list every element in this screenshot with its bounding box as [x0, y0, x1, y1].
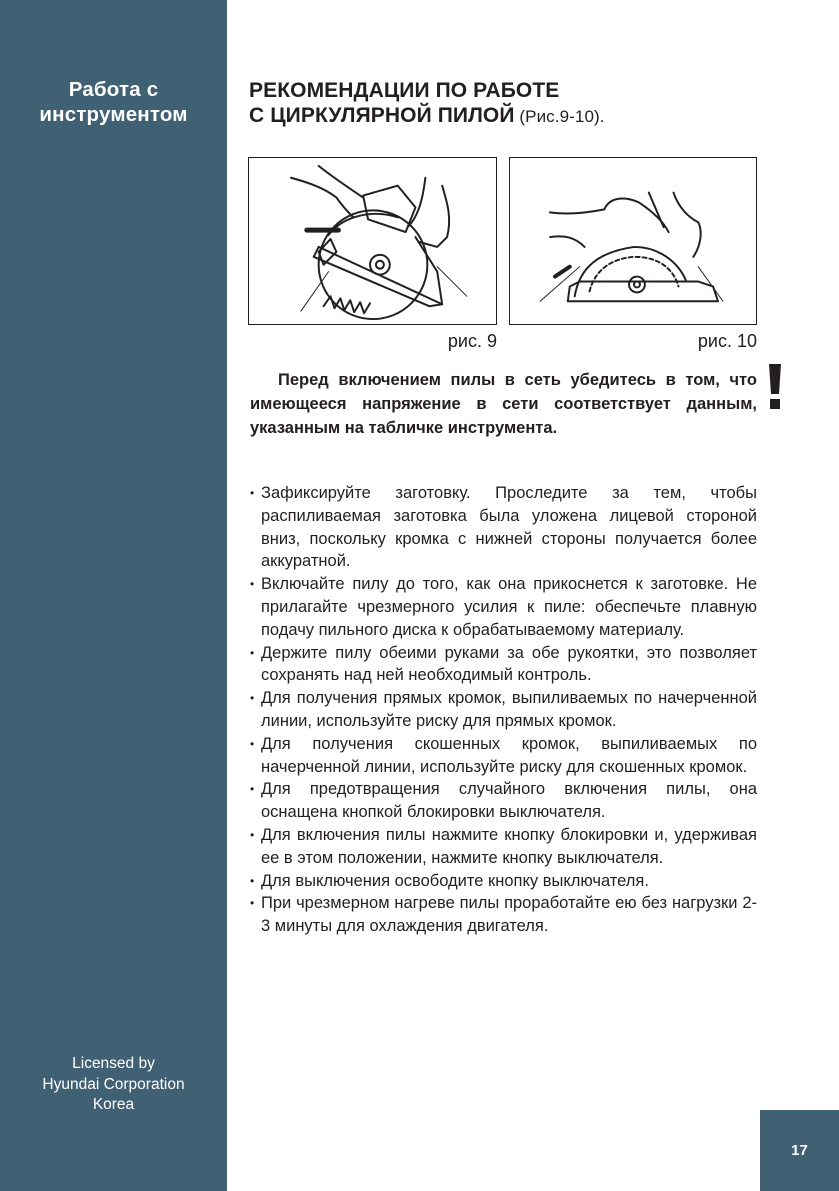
list-item: • Для предотвращения случайного включения пилы, она оснащена кнопкой блокировки выключателя. — [250, 778, 757, 824]
section-title — [0, 77, 227, 127]
list-item: • Для выключения освободите кнопку выключателя. — [250, 870, 757, 893]
license-line1: Licensed by — [72, 1055, 155, 1072]
figure-9 — [248, 157, 497, 325]
sidebar — [0, 0, 227, 1191]
page-number — [760, 1110, 839, 1191]
page-title — [249, 78, 769, 129]
list-item: • Для включения пилы нажмите кнопку блокировки и, удерживая ее в этом положении, нажмите кнопку выключателя. — [250, 824, 757, 870]
figure-9-caption: рис. 9 — [447, 331, 497, 351]
license-line3: Korea — [92, 1096, 135, 1113]
figure-10-caption: рис. 10 — [697, 331, 757, 351]
warning-paragraph — [250, 368, 757, 440]
list-item: • Включайте пилу до того, как она прикоснется к заготовке. Не прилагайте чрезмерного усилия к пиле: обеспечьте плавную подачу пильного диска к обрабатываемому материалу. — [250, 573, 757, 641]
figure-10 — [509, 157, 757, 325]
license-line2: Hyundai Corporation — [42, 1075, 185, 1093]
list-item: • При чрезмерном нагреве пилы проработайте ею без нагрузки 2-3 минуты для охлаждения двигателя. — [250, 892, 757, 938]
page-title-line1: РЕКОМЕНДАЦИИ ПО РАБОТЕ — [249, 79, 560, 102]
list-item: • Для получения прямых кромок, выпиливаемых по начерченной линии, используйте риску для прямых кромок. — [250, 687, 757, 733]
recommendation-list — [250, 482, 757, 938]
page-number-text: 17 — [791, 1142, 808, 1159]
section-title-line1: Работа с — [68, 78, 159, 101]
exclamation-icon — [768, 364, 782, 410]
section-title-line2: инструментом — [39, 103, 188, 126]
page-title-line2: С ЦИРКУЛЯРНОЙ ПИЛОЙ — [249, 104, 515, 127]
list-item: • Держите пилу обеими руками за обе рукоятки, это позволяет сохранять над ней необходимый контроль. — [250, 642, 757, 688]
circular-saw-side-illustration-icon — [510, 158, 756, 324]
license-note — [0, 1054, 227, 1116]
list-item: • Зафиксируйте заготовку. Проследите за тем, чтобы распиливаемая заготовка была уложена лицевой стороной вниз, поскольку кромка с нижней стороны получается более аккуратной. — [250, 482, 757, 573]
figure-reference: (Рис.9-10). — [514, 107, 605, 126]
warning-text: Перед включением пилы в сеть убедитесь в том, что имеющееся напряжение в сети соответствует данным, указанным на табличке инструмента. — [250, 371, 757, 437]
circular-saw-angled-illustration-icon — [249, 158, 496, 324]
list-item: • Для получения скошенных кромок, выпиливаемых по начерченной линии, используйте риску для скошенных кромок. — [250, 733, 757, 779]
